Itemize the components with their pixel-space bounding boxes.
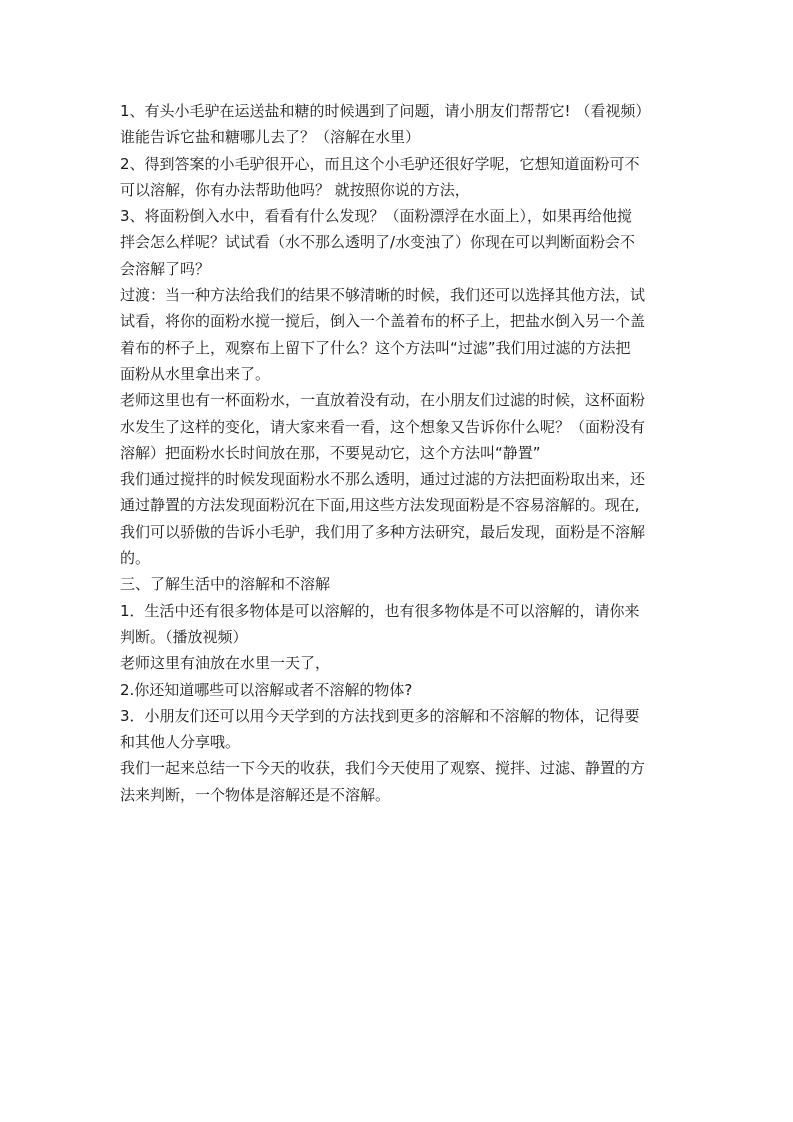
text-line: 我们可以骄傲的告诉小毛驴，我们用了多种方法研究，最后发现，面粉是不溶解 — [120, 522, 646, 541]
text-line: 过渡：当一种方法给我们的结果不够清晰的时候，我们还可以选择其他方法，试 — [120, 286, 646, 305]
text-line: 我们一起来总结一下今天的收获，我们今天使用了观察、搅拌、过滤、静置的方 — [120, 759, 646, 778]
text-line: 1．生活中还有很多物体是可以溶解的，也有很多物体是不可以溶解的，请你来 — [120, 601, 640, 620]
text-line: 和其他人分享哦。 — [120, 733, 241, 752]
text-line: 3、将面粉倒入水中，看看有什么发现？（面粉漂浮在水面上），如果再给他搅 — [120, 207, 633, 226]
text-line: 通过静置的方法发现面粉沉在下面,用这些方法发现面粉是不容易溶解的。现在, — [120, 496, 640, 515]
text-line: 谁能告诉它盐和糖哪儿去了？（溶解在水里） — [120, 128, 421, 147]
text-line: 面粉从水里拿出来了。 — [120, 364, 271, 383]
text-line: 老师这里也有一杯面粉水，一直放着没有动，在小朋友们过滤的时候，这杯面粉 — [120, 391, 646, 410]
text-line: 试看，将你的面粉水搅一搅后，倒入一个盖着布的杯子上，把盐水倒入另一个盖 — [120, 312, 646, 331]
text-line: 拌会怎么样呢？试试看（水不那么透明了/水变浊了）你现在可以判断面粉会不 — [120, 233, 636, 252]
text-line: 的。 — [120, 549, 151, 568]
text-line: 2、得到答案的小毛驴很开心，而且这个小毛驴还很好学呢，它想知道面粉可不 — [120, 154, 640, 173]
text-line: 2.你还知道哪些可以溶解或者不溶解的物体? — [120, 680, 413, 699]
text-line: 着布的杯子上，观察布上留下了什么？这个方法叫“过滤”我们用过滤的方法把 — [120, 338, 631, 357]
text-line: 3．小朋友们还可以用今天学到的方法找到更多的溶解和不溶解的物体，记得要 — [120, 706, 640, 725]
text-line: 判断。（播放视频） — [120, 627, 248, 646]
document-page — [120, 98, 680, 808]
text-line: 1、有头小毛驴在运送盐和糖的时候遇到了问题，请小朋友们帮帮它! （看视频） — [120, 102, 651, 120]
text-line: 我们通过搅拌的时候发现面粉水不那么透明，通过过滤的方法把面粉取出来，还 — [120, 470, 646, 489]
text-line: 水发生了这样的变化，请大家来看一看，这个想象又告诉你什么呢？（面粉没有 — [120, 417, 646, 436]
section-heading: 三、了解生活中的溶解和不溶解 — [120, 575, 331, 594]
text-line: 可以溶解，你有办法帮助他吗？ 就按照你说的方法， — [120, 180, 470, 199]
text-line: 老师这里有油放在水里一天了， — [120, 654, 331, 673]
text-line: 法来判断，一个物体是溶解还是不溶解。 — [120, 785, 391, 804]
text-line: 溶解）把面粉水长时间放在那，不要晃动它，这个方法叫“静置” — [120, 443, 541, 462]
text-line: 会溶解了吗？ — [120, 259, 211, 278]
